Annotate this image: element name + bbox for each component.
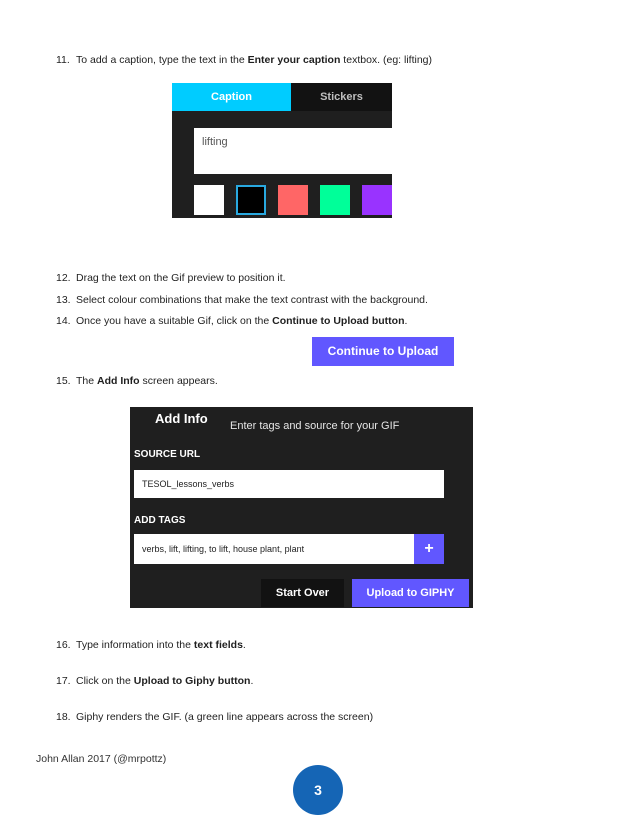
step-number: 14. <box>56 315 71 327</box>
add-info-panel <box>130 407 473 608</box>
step-text-end: textbox. (eg: lifting) <box>340 54 433 66</box>
step-12 <box>56 271 286 285</box>
tab-caption[interactable]: Caption <box>172 83 291 111</box>
step-number: 11. <box>56 54 70 66</box>
step-text-end: . <box>404 315 408 327</box>
start-over-button[interactable]: Start Over <box>261 579 344 607</box>
step-15 <box>56 374 218 388</box>
caption-tabs <box>172 83 392 111</box>
step-text: Click on the <box>76 675 134 687</box>
step-18 <box>56 710 373 724</box>
source-url-label: SOURCE URL <box>134 449 201 460</box>
source-url-field[interactable]: TESOL_lessons_verbs <box>134 470 444 498</box>
caption-input[interactable]: lifting <box>194 128 392 174</box>
step-text: Select colour combinations that make the text contrast with the background. <box>76 294 428 306</box>
page-number: 3 <box>293 765 343 815</box>
step-text-end: . <box>242 639 246 651</box>
add-info-title: Add Info <box>155 411 208 426</box>
color-swatch-red[interactable] <box>278 185 308 215</box>
step-bold-text: Add Info <box>97 375 140 387</box>
step-13 <box>56 293 428 307</box>
step-14 <box>56 314 407 328</box>
continue-to-upload-button[interactable]: Continue to Upload <box>312 337 454 366</box>
step-bold-text: Continue to Upload button <box>272 315 405 327</box>
add-tags-field[interactable]: verbs, lift, lifting, to lift, house plant, plant <box>134 534 414 564</box>
step-text: To add a caption, type the text in the <box>76 54 248 66</box>
step-text: The <box>76 375 98 387</box>
color-swatch-purple[interactable] <box>362 185 392 215</box>
step-number: 12. <box>56 272 71 284</box>
color-swatch-black[interactable] <box>236 185 266 215</box>
add-tag-button[interactable]: + <box>414 534 444 564</box>
step-17 <box>56 674 253 688</box>
step-bold-text: Upload to Giphy button <box>133 675 251 687</box>
step-number: 18. <box>56 711 71 723</box>
step-text: Type information into the <box>76 639 194 651</box>
step-11 <box>56 53 432 67</box>
step-bold-text: text fields <box>193 639 243 651</box>
add-tags-label: ADD TAGS <box>134 515 186 526</box>
footer-credit: John Allan 2017 (@mrpottz) <box>36 753 167 765</box>
tab-stickers[interactable]: Stickers <box>291 83 392 111</box>
color-swatch-green[interactable] <box>320 185 350 215</box>
add-info-subtitle: Enter tags and source for your GIF <box>230 420 400 432</box>
step-text: Once you have a suitable Gif, click on the <box>76 315 273 327</box>
step-text-end: . <box>250 675 254 687</box>
step-text: Drag the text on the Gif preview to position it. <box>76 272 286 284</box>
step-text-end: screen appears. <box>139 375 218 387</box>
upload-to-giphy-button[interactable]: Upload to GIPHY <box>352 579 469 607</box>
step-text: Giphy renders the GIF. (a green line appears across the screen) <box>76 711 374 723</box>
color-swatch-white[interactable] <box>194 185 224 215</box>
step-number: 16. <box>56 639 71 651</box>
step-number: 17. <box>56 675 71 687</box>
step-16 <box>56 638 246 652</box>
step-number: 15. <box>56 375 71 387</box>
step-bold-text: Enter your caption <box>247 54 341 66</box>
caption-widget <box>172 83 392 218</box>
step-number: 13. <box>56 294 71 306</box>
